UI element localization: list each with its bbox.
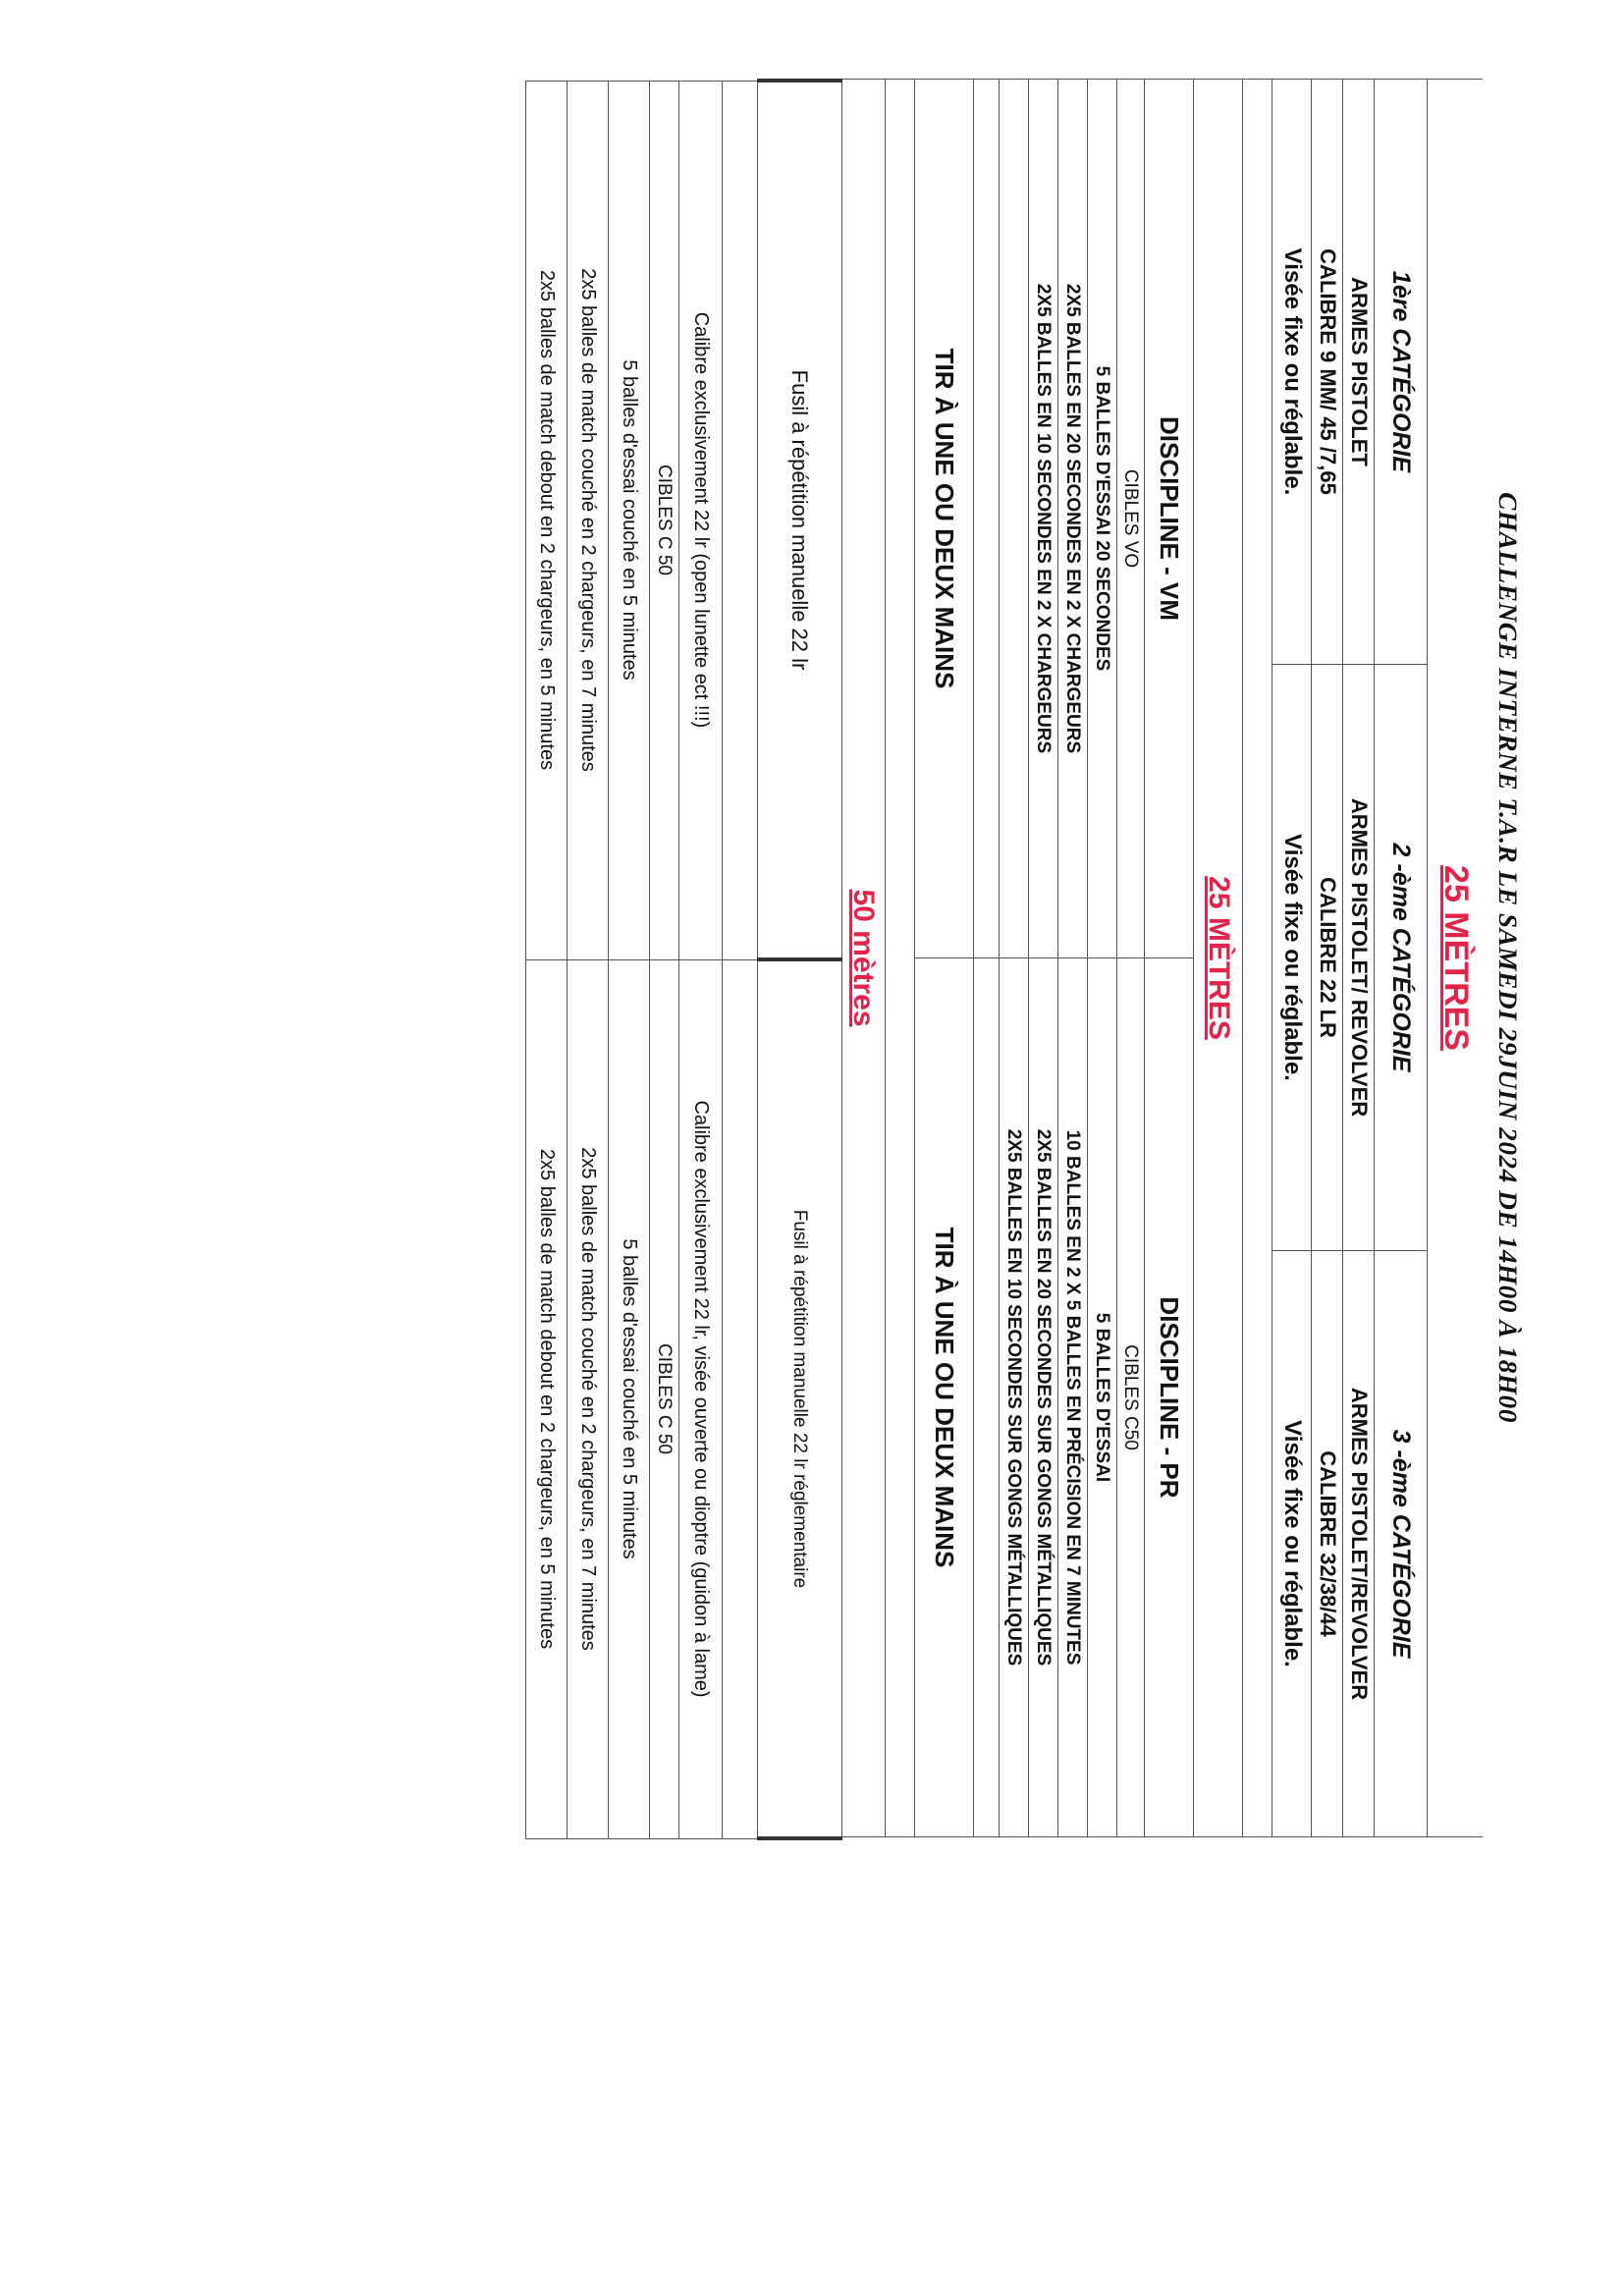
fusil-left-title: Fusil à répétition manuelle 22 lr [758, 81, 842, 959]
row-spacer-2 [974, 80, 1000, 1837]
pr-line-2: 10 BALLES EN 2 X 5 BALLES EN PRÉCISION EN 7 MINUTES [1058, 958, 1088, 1837]
vm-line-empty [1000, 80, 1029, 958]
category-2-visee: Visée fixe ou réglable. [1272, 665, 1312, 1251]
row-spacer-1 [1243, 80, 1272, 1837]
category-3-calibre: CALIBRE 32/38/44 [1312, 1251, 1343, 1837]
fusil-right-cibles: CIBLES C 50 [650, 959, 679, 1838]
fusil-left-calibre: Calibre exclusivement 22 lr (open lunette ect !!!) [679, 81, 723, 959]
category-2-name: 2 -ème CATÉGORIE [1375, 665, 1428, 1251]
pr-line-1: 5 BALLES D'ESSAI [1088, 958, 1117, 1837]
category-1-name: 1ère CATÉGORIE [1375, 80, 1428, 665]
rotated-document [314, 79, 1532, 1836]
section-25m-title: 25 MÈTRES [1428, 80, 1483, 1837]
pr-line-3: 2X5 BALLES EN 20 SECONDES SUR GONGS MÉTALLIQUES [1029, 958, 1058, 1837]
fusil-left-couche: 2x5 balles de match couché en 2 chargeurs, en 7 minutes [568, 81, 609, 959]
category-1-calibre: CALIBRE 9 MM/ 45 /7,65 [1312, 80, 1343, 665]
row-discipline-line-4 [1000, 80, 1029, 1837]
row-50m-header [842, 80, 886, 1837]
row-25m-header [1428, 80, 1483, 1837]
disciplines-table [841, 79, 1194, 1837]
vm-tir: TIR À UNE OU DEUX MAINS [915, 80, 974, 958]
pr-cibles: CIBLES C50 [1117, 958, 1145, 1837]
fusil-right-couche: 2x5 balles de match couché en 2 chargeurs, en 7 minutes [568, 959, 609, 1838]
row-fusil-cibles [650, 81, 679, 1838]
fusil-right-debout: 2x5 balles de match debout en 2 chargeurs, en 5 minutes [526, 959, 568, 1838]
fusil-table [525, 79, 842, 1840]
row-fusil-essai [609, 81, 650, 1838]
row-discipline-line-1 [1088, 80, 1117, 1837]
category-2-calibre: CALIBRE 22 LR [1312, 665, 1343, 1251]
row-category-names [1375, 80, 1428, 1837]
category-1-visee: Visée fixe ou réglable. [1272, 80, 1312, 665]
row-spacer-3 [886, 80, 915, 1837]
fusil-right-essai: 5 balles d'essai couché en 5 minutes [609, 959, 650, 1838]
discipline-pr-title: DISCIPLINE - PR [1145, 958, 1194, 1837]
fusil-left-debout: 2x5 balles de match debout en 2 chargeurs, en 5 minutes [526, 81, 568, 959]
row-category-calibre [1312, 80, 1343, 1837]
row-fusil-couche [568, 81, 609, 1838]
vm-cibles: CIBLES VO [1117, 80, 1145, 958]
row-25m-mid [1194, 80, 1243, 1837]
category-3-arms: ARMES PISTOLET/REVOLVER [1343, 1251, 1375, 1837]
row-fusil-titles [758, 81, 842, 1838]
row-discipline-titles [1145, 80, 1194, 1837]
row-category-arms [1343, 80, 1375, 1837]
fusil-left-essai: 5 balles d'essai couché en 5 minutes [609, 81, 650, 959]
row-discipline-line-3 [1029, 80, 1058, 1837]
section-25m-mid-title: 25 MÈTRES [1194, 80, 1243, 1837]
document-title: CHALLENGE INTERNE T.A.R LE SAMEDI 29JUIN 2024 DE 14H00 À 18H00 [1493, 492, 1522, 1423]
vm-line-1: 5 BALLES D'ESSAI 20 SECONDES [1088, 80, 1117, 958]
fusil-left-cibles: CIBLES C 50 [650, 81, 679, 959]
pr-tir: TIR À UNE OU DEUX MAINS [915, 958, 974, 1837]
vm-line-3: 2X5 BALLES EN 10 SECONDES EN 2 X CHARGEURS [1029, 80, 1058, 958]
row-fusil-calibre [679, 81, 723, 1838]
challenge-table [1194, 79, 1484, 1837]
category-2-arms: ARMES PISTOLET/ REVOLVER [1343, 665, 1375, 1251]
row-category-visee [1272, 80, 1312, 1837]
row-discipline-tir [915, 80, 974, 1837]
fusil-right-title: Fusil à répétition manuelle 22 lr réglementaire [758, 959, 842, 1838]
category-3-visee: Visée fixe ou réglable. [1272, 1251, 1312, 1837]
section-50m-title: 50 mètres [842, 80, 886, 1837]
row-fusil-spacer [723, 81, 758, 1838]
row-fusil-debout [526, 81, 568, 1838]
category-1-arms: ARMES PISTOLET [1343, 80, 1375, 665]
row-discipline-cibles [1117, 80, 1145, 1837]
category-3-name: 3 -ème CATÉGORIE [1375, 1251, 1428, 1837]
row-discipline-line-2 [1058, 80, 1088, 1837]
fusil-right-calibre: Calibre exclusivement 22 lr, visée ouverte ou dioptre (guidon à lame) [679, 959, 723, 1838]
discipline-vm-title: DISCIPLINE - VM [1145, 80, 1194, 958]
pr-line-4: 2X5 BALLES EN 10 SECONDES SUR GONGS MÉTALLIQUES [1000, 958, 1029, 1837]
vm-line-2: 2X5 BALLES EN 20 SECONDES EN 2 X CHARGEURS [1058, 80, 1088, 958]
